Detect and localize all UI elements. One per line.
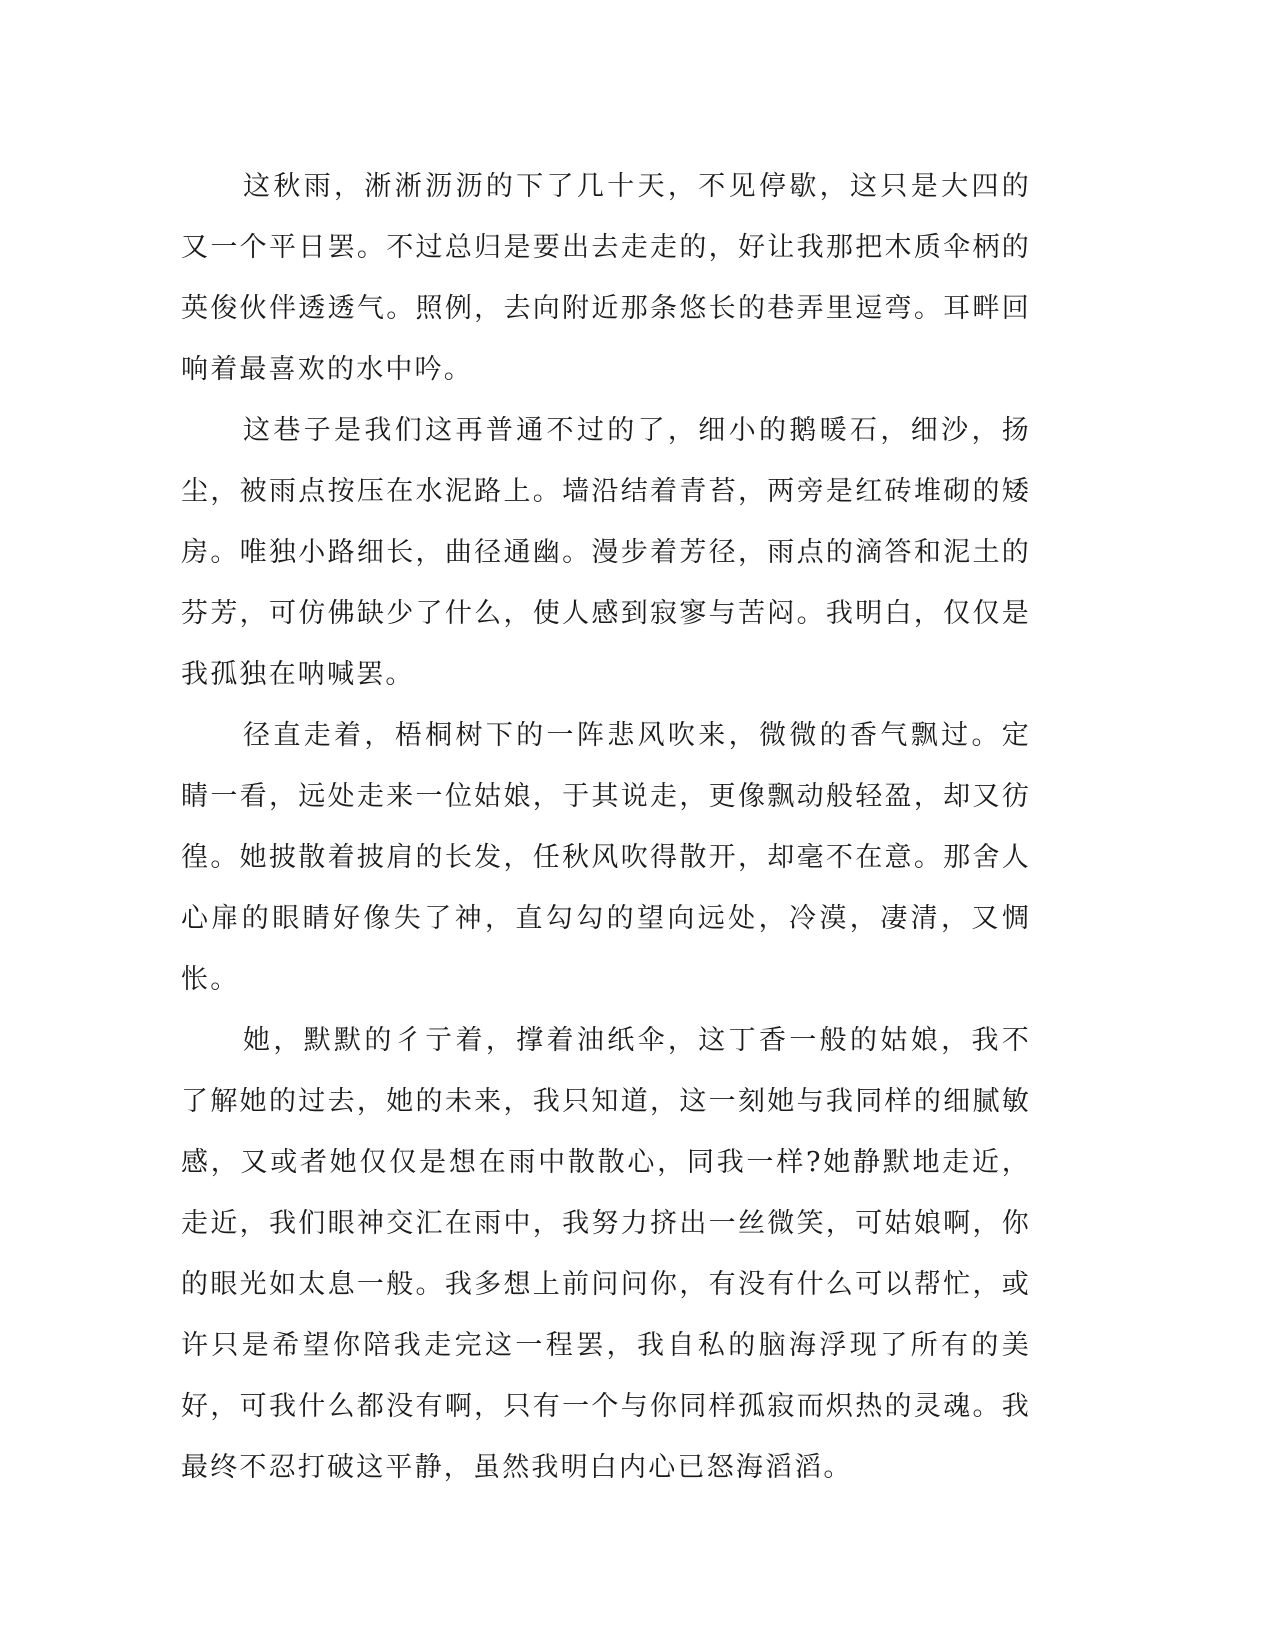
paragraph-4: 她，默默的彳亍着，撑着油纸伞，这丁香一般的姑娘，我不了解她的过去，她的未来，我只知道，这一刻她与我同样的细腻敏感，又或者她仅仅是想在雨中散散心，同我一样?她静默地走近，走近，我们眼神交汇在雨中，我努力挤出一丝微笑，可姑娘啊，你的眼光如太息一般。我多想上前问问你，有没有什么可以帮忙，或许只是希望你陪我走完这一程罢，我自私的脑海浮现了所有的美好，可我什么都没有啊，只有一个与你同样孤寂而炽热的灵魂。我最终不忍打破这平静，虽然我明白内心已怒海滔滔。	[181, 1025, 1031, 1483]
paragraph-2: 这巷子是我们这再普通不过的了，细小的鹅暖石，细沙，扬尘，被雨点按压在水泥路上。墙沿结着青苔，两旁是红砖堆砌的矮房。唯独小路细长，曲径通幽。漫步着芳径，雨点的滴答和泥土的芬芳，可仿佛缺少了什么，使人感到寂寥与苦闷。我明白，仅仅是我孤独在呐喊罢。	[181, 415, 1031, 690]
essay-body	[181, 156, 1031, 1498]
paragraph-3: 径直走着，梧桐树下的一阵悲风吹来，微微的香气飘过。定睛一看，远处走来一位姑娘，于其说走，更像飘动般轻盈，却又彷徨。她披散着披肩的长发，任秋风吹得散开，却毫不在意。那舍人心扉的眼睛好像失了神，直勾勾的望向远处，冷漠，凄清，又惆怅。	[181, 720, 1031, 995]
paragraph-1: 这秋雨，淅淅沥沥的下了几十天，不见停歇，这只是大四的又一个平日罢。不过总归是要出去走走的，好让我那把木质伞柄的英俊伙伴透透气。照例，去向附近那条悠长的巷弄里逗弯。耳畔回响着最喜欢的水中吟。	[181, 171, 1031, 385]
